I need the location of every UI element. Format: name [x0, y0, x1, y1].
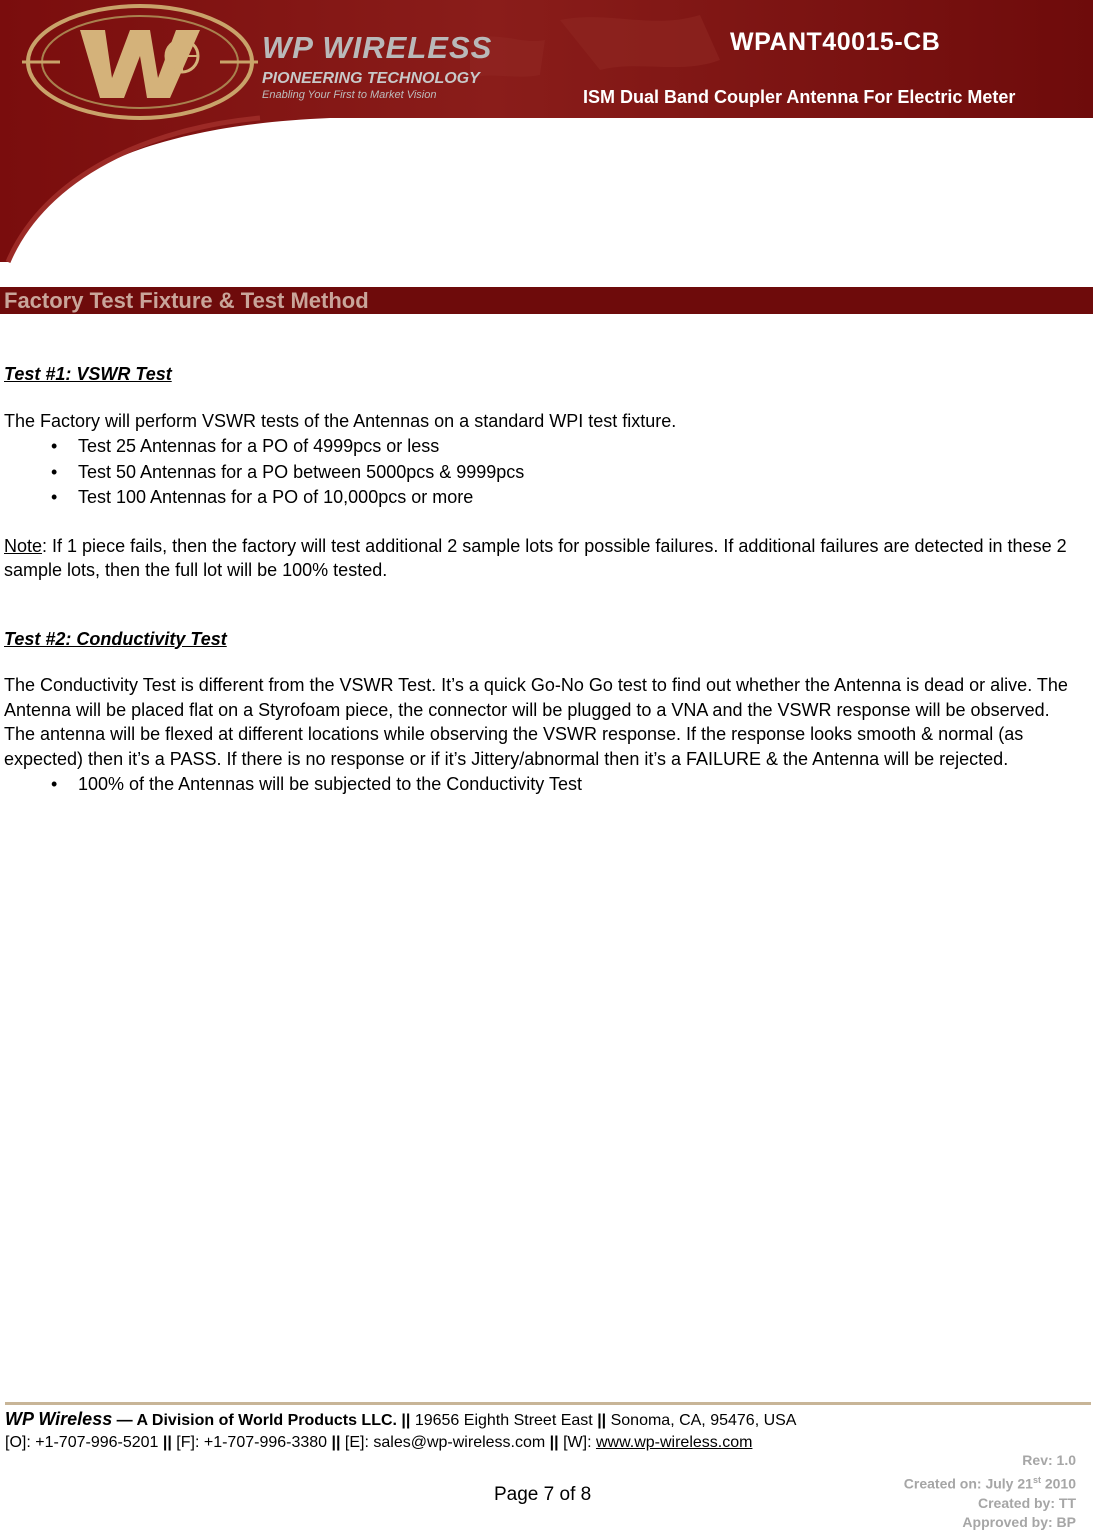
footer-street: 19656 Eighth Street East	[414, 1412, 593, 1429]
footer-company: WP Wireless	[5, 1409, 113, 1429]
test1-note	[4, 534, 1084, 583]
footer-address-line	[5, 1408, 1091, 1432]
footer-website-link[interactable]: www.wp-wireless.com	[595, 1434, 753, 1451]
brand-name: WP WIRELESS	[262, 30, 493, 65]
test1-title: Test #1: VSWR Test	[4, 364, 172, 384]
document-footer	[5, 1408, 1091, 1454]
revision-block	[904, 1451, 1076, 1533]
footer-separator: ||	[162, 1434, 172, 1451]
note-text: : If 1 piece fails, then the factory will test additional 2 sample lots for possible failures. If additional failures are detected in these 2 sample lots, then the full lot will be 100% tested.	[4, 535, 1067, 580]
footer-separator: ||	[597, 1412, 607, 1429]
test1-intro: The Factory will perform VSWR tests of the Antennas on a standard WPI test fixture.	[4, 410, 677, 431]
footer-separator: ||	[331, 1434, 341, 1451]
list-item: • Test 100 Antennas for a PO of 10,000pcs or more	[4, 485, 1084, 510]
footer-city: Sonoma, CA, 95476, USA	[610, 1412, 797, 1429]
created-on-date: Created on: July 21	[903, 1475, 1033, 1492]
footer-fax: [F]: +1-707-996-3380	[176, 1434, 328, 1451]
created-by: Created by: TT	[977, 1494, 1076, 1511]
footer-email: [E]: sales@wp-wireless.com	[344, 1434, 546, 1451]
document-subtitle: ISM Dual Band Coupler Antenna For Electric Meter	[583, 87, 1016, 107]
test2-body: The Conductivity Test is different from the VSWR Test. It’s a quick Go-No Go test to find out whether the Antenna is dead or alive. The Antenna will be placed flat on a Styrofoam piece, the connector will be plugged to a VNA and the VSWR response will be observed. The antenna will be flexed at different locations while observing the VSWR response. If the response looks smooth & normal (as expected) then it’s a PASS. If there is no response or if it’s Jittery/abnormal then it’s a FAILURE & the Antenna will be rejected.	[4, 675, 1068, 769]
page-number: Page 7 of 8	[494, 1484, 592, 1505]
note-label: Note	[4, 535, 43, 556]
footer-separator: ||	[549, 1434, 559, 1451]
list-item: • Test 25 Antennas for a PO of 4999pcs or less	[4, 434, 1084, 459]
created-on	[904, 1471, 1076, 1494]
footer-divider	[5, 1402, 1091, 1405]
created-on-suffix: st	[1032, 1474, 1041, 1485]
document-header	[0, 0, 1093, 265]
footer-separator: ||	[401, 1412, 411, 1429]
test1-bullet-list	[4, 434, 1084, 510]
brand-tagline: PIONEERING TECHNOLOGY	[262, 70, 480, 87]
brand-subtagline: Enabling Your First to Market Vision	[262, 89, 437, 101]
revision: Rev: 1.0	[1022, 1452, 1076, 1468]
created-on-year: 2010	[1040, 1475, 1076, 1492]
test2-bullet-list	[4, 772, 1084, 797]
section-title: Factory Test Fixture & Test Method	[4, 288, 369, 313]
part-number: WPANT40015-CB	[730, 28, 941, 56]
footer-web-label: [W]:	[563, 1434, 592, 1451]
test2-title: Test #2: Conductivity Test	[4, 628, 227, 649]
footer-division: — A Division of World Products LLC.	[116, 1412, 397, 1429]
section-heading-bar	[0, 287, 1093, 314]
list-item: • Test 50 Antennas for a PO between 5000pcs & 9999pcs	[4, 460, 1084, 485]
approved-by: Approved by: BP	[962, 1514, 1076, 1531]
footer-phone: [O]: +1-707-996-5201	[5, 1434, 159, 1451]
document-body	[4, 362, 1084, 797]
list-item: • 100% of the Antennas will be subjected to the Conductivity Test	[4, 772, 1084, 797]
